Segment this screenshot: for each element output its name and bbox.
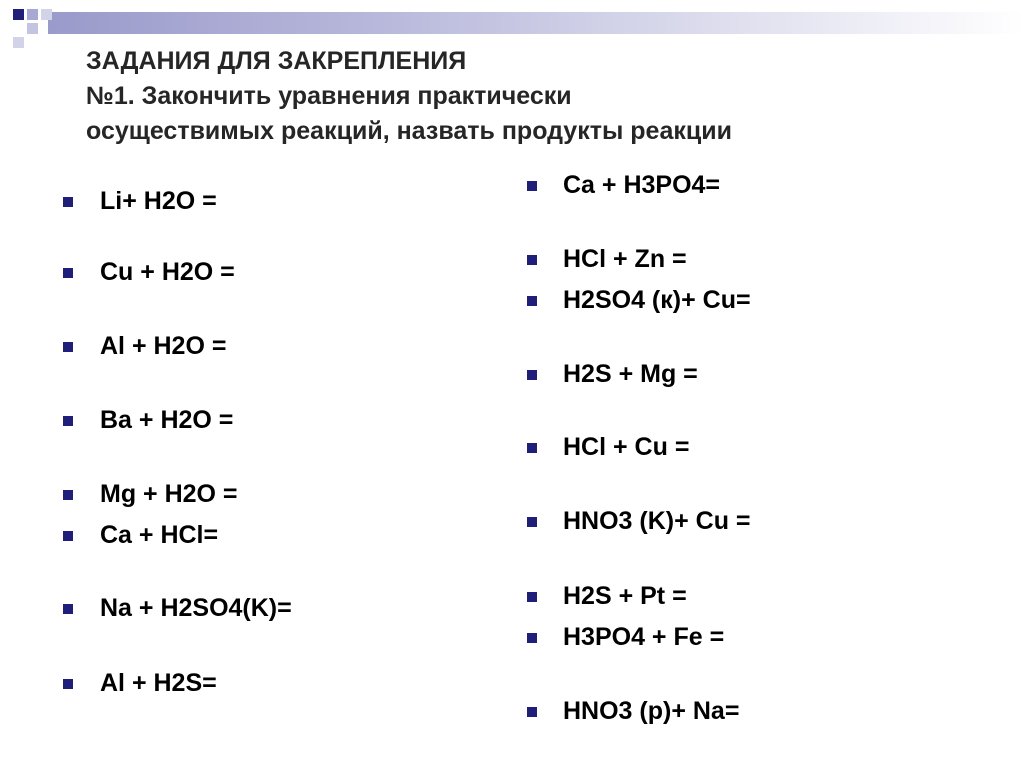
equation-item: HNO3 (p)+ Na= — [563, 697, 740, 725]
equation-item: H2SO4 (к)+ Cu= — [563, 286, 751, 314]
equation-item: Ba + H2O = — [100, 406, 234, 434]
bullet-square-icon — [63, 604, 73, 614]
bullet-square-icon — [527, 181, 537, 191]
equation-item: H2S + Pt = — [563, 582, 687, 610]
bullet-square-icon — [527, 370, 537, 380]
decor-square-icon — [27, 23, 38, 34]
equation-item: Ca + H3PO4= — [563, 171, 721, 199]
equation-item: HCl + Cu = — [563, 433, 690, 461]
equation-item: Al + H2S= — [100, 669, 217, 697]
equation-item: Mg + H2O = — [100, 480, 238, 508]
bullet-square-icon — [63, 679, 73, 689]
equation-item: H2S + Mg = — [563, 360, 698, 388]
header-gradient-strip — [48, 12, 1024, 34]
slide-title — [86, 44, 1006, 149]
equation-item: HCl + Zn = — [563, 245, 687, 273]
bullet-square-icon — [527, 517, 537, 527]
equation-item: Ca + HCl= — [100, 521, 219, 549]
equation-item: Na + H2SO4(K)= — [100, 594, 292, 622]
decor-square-icon — [13, 37, 24, 48]
equation-item: Al + H2O = — [100, 332, 227, 360]
bullet-square-icon — [63, 490, 73, 500]
bullet-square-icon — [527, 255, 537, 265]
title-line: №1. Закончить уравнения практически — [86, 82, 572, 110]
equation-item: H3PO4 + Fe = — [563, 623, 725, 651]
bullet-square-icon — [527, 296, 537, 306]
bullet-square-icon — [527, 633, 537, 643]
title-line: ЗАДАНИЯ ДЛЯ ЗАКРЕПЛЕНИЯ — [86, 47, 467, 75]
decor-square-icon — [13, 9, 24, 20]
bullet-square-icon — [63, 268, 73, 278]
equation-item: Cu + H2O = — [100, 258, 235, 286]
bullet-square-icon — [63, 416, 73, 426]
bullet-square-icon — [527, 707, 537, 717]
decor-square-icon — [41, 9, 52, 20]
bullet-square-icon — [63, 342, 73, 352]
bullet-square-icon — [527, 592, 537, 602]
bullet-square-icon — [63, 531, 73, 541]
bullet-square-icon — [527, 443, 537, 453]
bullet-square-icon — [63, 197, 73, 207]
title-line: осуществимых реакций, назвать продукты реакции — [86, 117, 732, 145]
equation-item: Li+ H2O = — [100, 187, 217, 215]
equation-item: HNO3 (K)+ Cu = — [563, 507, 751, 535]
decor-square-icon — [27, 9, 38, 20]
header-decoration — [0, 0, 1024, 40]
